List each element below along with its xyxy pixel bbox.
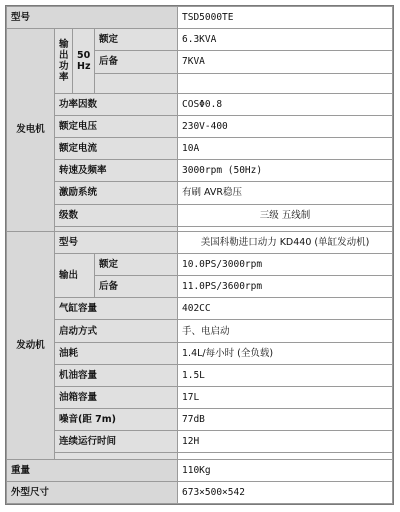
generator-blank-cell [95,73,178,93]
model-value: TSD5000TE [178,7,393,29]
displacement-value: 402CC [178,298,393,320]
stages-value: 三级 五线制 [178,204,393,226]
table-row [7,342,393,364]
generator-rated-value: 6.3KVA [178,29,393,51]
engine-rated-value: 10.0PS/3000rpm [178,253,393,275]
spec-sheet [6,6,392,504]
rated-current-label: 额定电流 [55,138,178,160]
engine-standby-value: 11.0PS/3600rpm [178,276,393,298]
generator-output-label: 输 出 功 率 [55,29,73,94]
table-row [7,204,393,226]
fuel-consumption-label: 油耗 [55,342,178,364]
dimensions-label: 外型尺寸 [7,481,178,503]
table-row [7,298,393,320]
spec-table [6,6,393,504]
weight-label: 重量 [7,459,178,481]
stages-label: 级数 [55,204,178,226]
generator-frequency-label: 50 Hz [73,29,95,94]
engine-output-label: 输出 [55,253,95,297]
table-row [7,459,393,481]
table-row [7,160,393,182]
engine-model-label: 型号 [55,231,178,253]
power-factor-value: COSΦ0.8 [178,93,393,115]
speed-frequency-value: 3000rpm (50Hz) [178,160,393,182]
table-row [7,93,393,115]
generator-group-label: 发电机 [7,29,55,232]
runtime-label: 连续运行时间 [55,431,178,453]
dimensions-value: 673×500×542 [178,481,393,503]
table-row [7,364,393,386]
noise-label: 噪音(距 7m) [55,409,178,431]
table-row [7,138,393,160]
generator-standby-label: 后备 [95,51,178,73]
excitation-label: 激励系统 [55,182,178,204]
engine-model-value: 美国科勒进口动力 KD440 (单缸发动机) [178,231,393,253]
runtime-value: 12H [178,431,393,453]
rated-voltage-label: 额定电压 [55,115,178,137]
start-method-value: 手、电启动 [178,320,393,342]
rated-current-value: 10A [178,138,393,160]
table-row [7,7,393,29]
power-factor-label: 功率因数 [55,93,178,115]
table-row [7,409,393,431]
displacement-label: 气缸容量 [55,298,178,320]
engine-standby-label: 后备 [95,276,178,298]
noise-value: 77dB [178,409,393,431]
excitation-value: 有刷 AVR稳压 [178,182,393,204]
generator-rated-label: 额定 [95,29,178,51]
table-row [7,231,393,253]
generator-blank-value [178,73,393,93]
table-row [7,386,393,408]
tank-capacity-value: 17L [178,386,393,408]
table-row [7,115,393,137]
engine-group-label: 发动机 [7,231,55,459]
tank-capacity-label: 油箱容量 [55,386,178,408]
table-row [7,182,393,204]
rated-voltage-value: 230V-400 [178,115,393,137]
model-label: 型号 [7,7,178,29]
generator-standby-value: 7KVA [178,51,393,73]
table-row [7,481,393,503]
speed-frequency-label: 转速及频率 [55,160,178,182]
fuel-consumption-value: 1.4L/每小时 (全负载) [178,342,393,364]
table-row [7,320,393,342]
start-method-label: 启动方式 [55,320,178,342]
table-row [7,431,393,453]
table-row [7,29,393,51]
engine-rated-label: 额定 [95,253,178,275]
table-row [7,253,393,275]
weight-value: 110Kg [178,459,393,481]
oil-capacity-label: 机油容量 [55,364,178,386]
oil-capacity-value: 1.5L [178,364,393,386]
